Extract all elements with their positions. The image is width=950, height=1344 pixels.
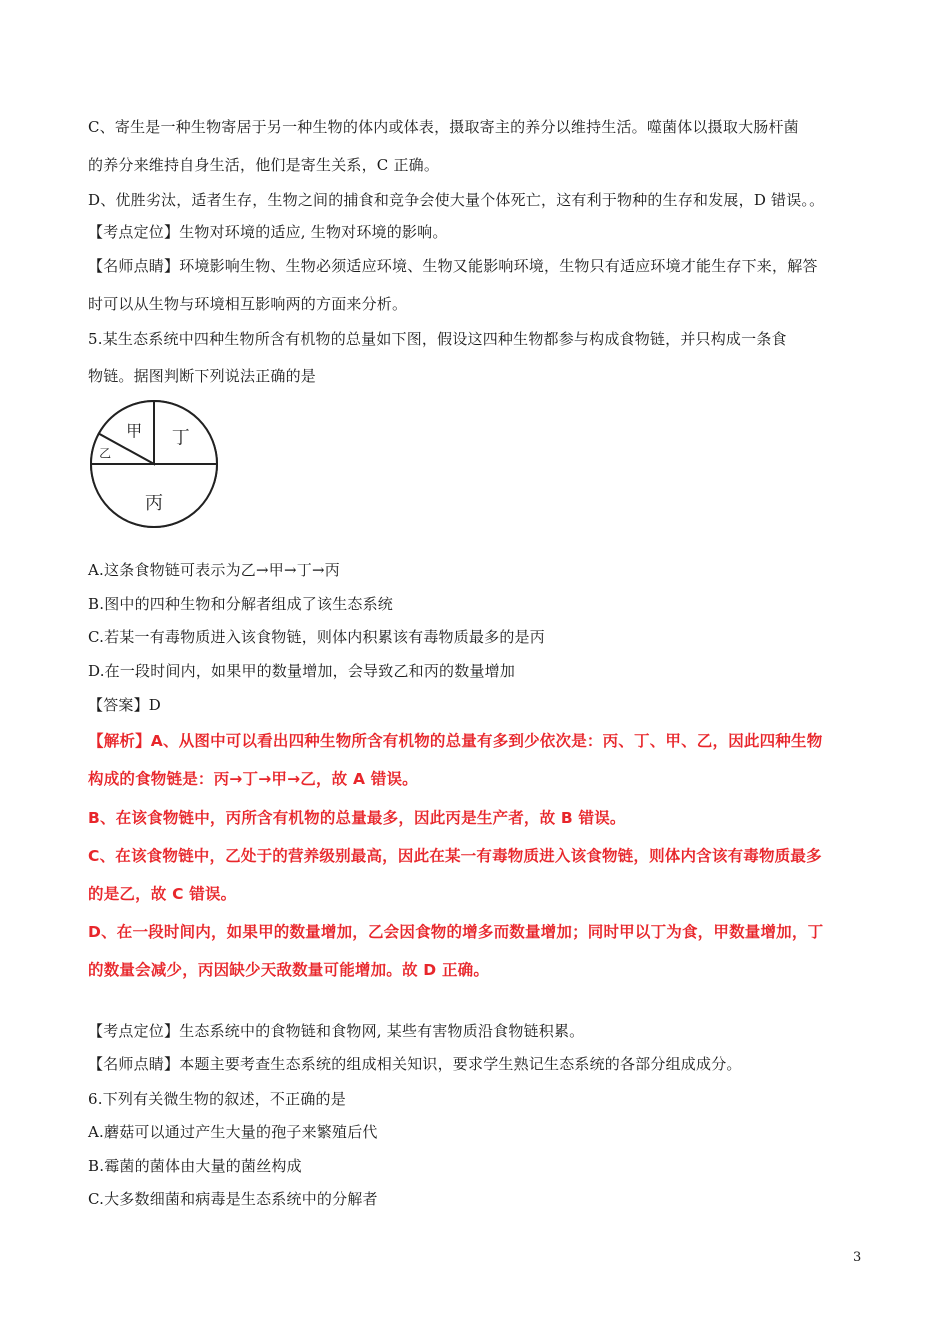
- mingshi-1-line2: 时可以从生物与环境相互影响两的方面来分析。: [88, 295, 408, 313]
- question6-option-b: B.霉菌的菌体由大量的菌丝构成: [88, 1157, 302, 1175]
- paragraph-d-survival: D、优胜劣汰，适者生存，生物之间的捕食和竞争会使大量个体死亡，这有利于物种的生存和发展，D 错误。。: [88, 191, 825, 209]
- analysis-line5: 的是乙，故 C 错误。: [88, 885, 237, 903]
- question5-answer: 【答案】D: [88, 696, 162, 714]
- question5-option-b: B.图中的四种生物和分解者组成了该生态系统: [88, 595, 393, 613]
- question5-option-d: D.在一段时间内，如果甲的数量增加，会导致乙和丙的数量增加: [88, 662, 516, 680]
- question5-stem-line1: 5.某生态系统中四种生物所含有机物的总量如下图，假设这四种生物都参与构成食物链，并只构成一条食: [88, 330, 787, 348]
- pie-label-1: 丁: [171, 427, 190, 449]
- analysis-line1: 【解析】A、从图中可以看出四种生物所含有机物的总量有多到少依次是：丙、丁、甲、乙，因此四种生物: [88, 732, 823, 750]
- analysis-line7: 的数量会减少，丙因缺少天敌数量可能增加。故 D 正确。: [88, 961, 490, 979]
- question6-option-a: A.蘑菇可以通过产生大量的孢子来繁殖后代: [88, 1123, 378, 1141]
- pie-label-3: 乙: [99, 446, 112, 461]
- paragraph-c-parasite-line1: C、寄生是一种生物寄居于另一种生物的体内或体表，摄取寄主的养分以维持生活。噬菌体以摄取大肠杆菌: [88, 118, 799, 136]
- analysis-line3: B、在该食物链中，丙所含有机物的总量最多，因此丙是生产者，故 B 错误。: [88, 809, 626, 827]
- pie-chart: [88, 393, 228, 533]
- question5-option-c: C.若某一有毒物质进入该食物链，则体内积累该有毒物质最多的是丙: [88, 628, 545, 646]
- pie-chart-svg: [88, 393, 228, 533]
- analysis-line4: C、在该食物链中，乙处于的营养级别最高，因此在某一有毒物质进入该食物链，则体内含该有毒物质最多: [88, 847, 822, 865]
- question5-option-a: A.这条食物链可表示为乙→甲→丁→丙: [88, 561, 340, 579]
- pie-label-2: 甲: [126, 421, 143, 441]
- page-number: 3: [853, 1250, 862, 1265]
- analysis-line2: 构成的食物链是：丙→丁→甲→乙，故 A 错误。: [88, 770, 418, 788]
- question5-kaodian: 【考点定位】生态系统中的食物链和食物网, 某些有害物质沿食物链积累。: [88, 1022, 585, 1040]
- analysis-line6: D、在一段时间内，如果甲的数量增加，乙会因食物的增多而数量增加；同时甲以丁为食，甲数量增加，丁: [88, 923, 824, 941]
- question5-mingshi: 【名师点睛】本题主要考查生态系统的组成相关知识，要求学生熟记生态系统的各部分组成成分。: [88, 1055, 742, 1073]
- mingshi-1-line1: 【名师点睛】环境影响生物、生物必须适应环境、生物又能影响环境，生物只有适应环境才能生存下来，解答: [88, 257, 818, 275]
- question5-stem-line2: 物链。据图判断下列说法正确的是: [88, 367, 317, 385]
- pie-label-0: 丙: [145, 493, 163, 515]
- question6-stem: 6.下列有关微生物的叙述，不正确的是: [88, 1090, 346, 1108]
- question6-option-c: C.大多数细菌和病毒是生态系统中的分解者: [88, 1190, 378, 1208]
- paragraph-c-parasite-line2: 的养分来维持自身生活，他们是寄生关系，C 正确。: [88, 156, 440, 174]
- kaodian-1: 【考点定位】生物对环境的适应, 生物对环境的影响。: [88, 223, 448, 241]
